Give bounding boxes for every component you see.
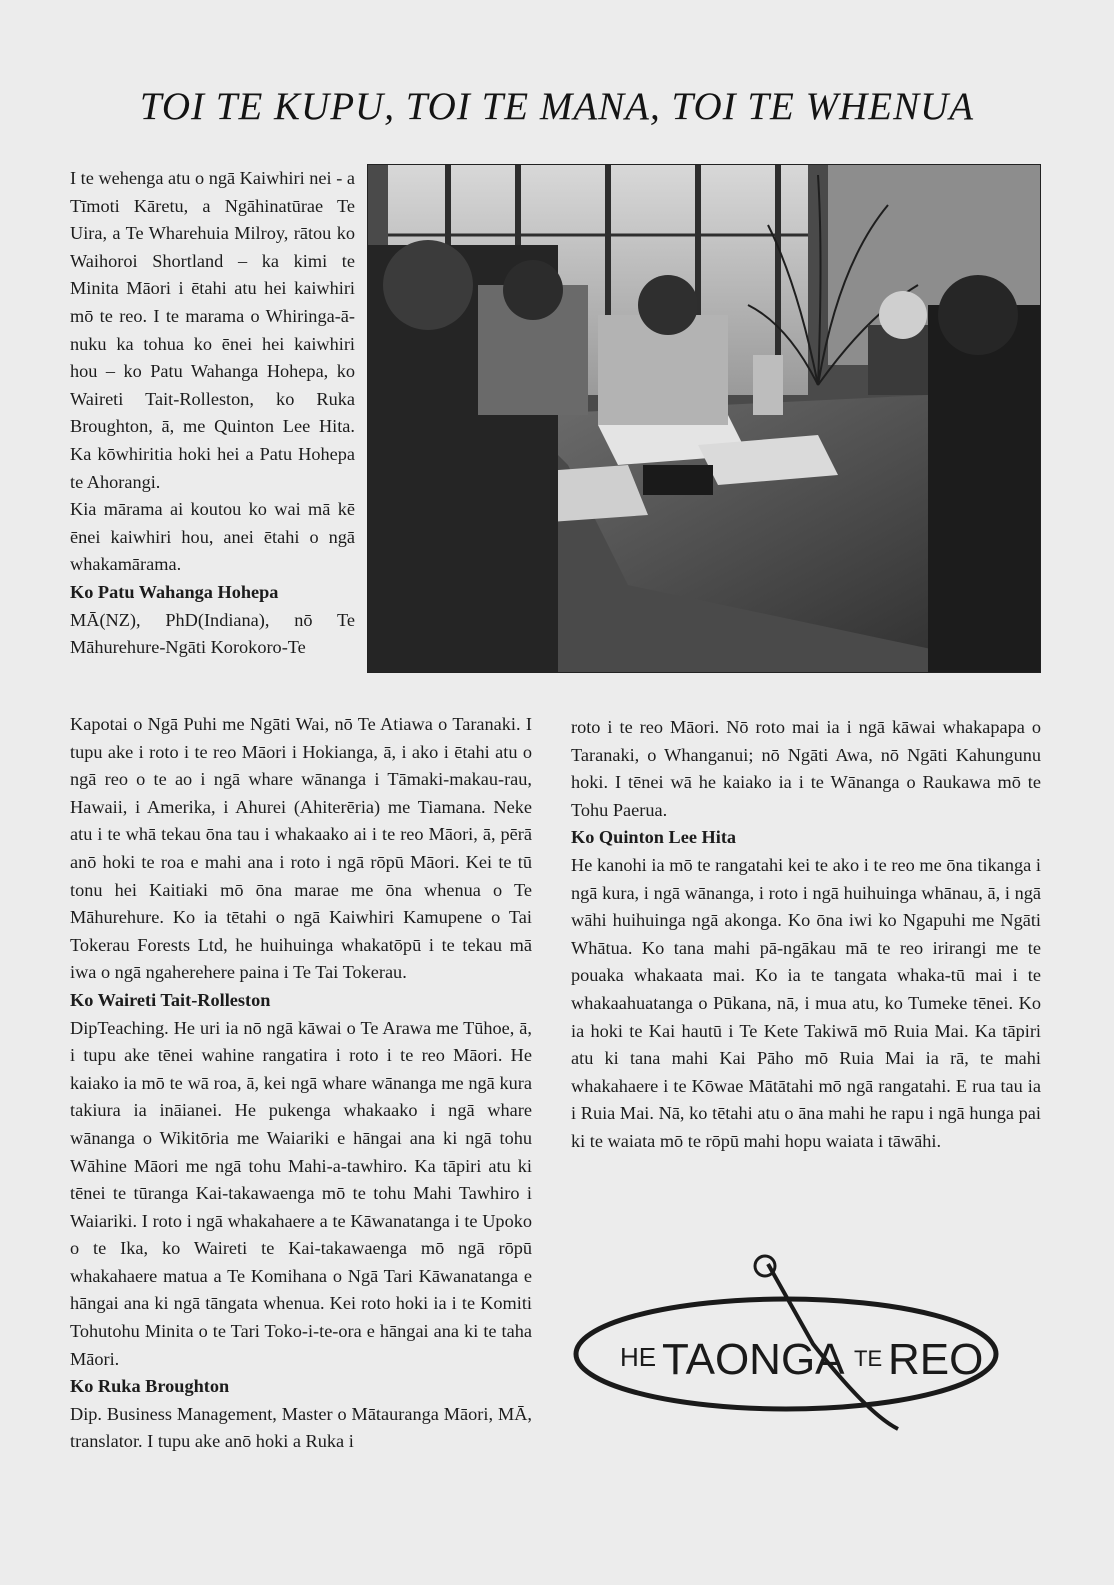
- intro-paragraph-2: Kia mārama ai koutou ko wai mā kē ēnei kaiwhiri hou, anei ētahi o ngā whakamārama.: [70, 499, 355, 575]
- quinton-body: He kanohi ia mō te rangatahi kei te ako i te reo me ōna tikanga i ngā kura, i ngā wānanga, i roto i ngā huihuinga whānau, ā, i ngā wāhi huihuinga ngā akonga. Ko ōna iwi ko Ngapuhi me Ngāti Whātua. Ko tana mahi pā-ngākau mā te reo irirangi me te pouaka whakaata mai. Ko ia te tangata whaka-tū mai i te whakaahuatanga o Pūkana, nā, i mua atu, ko Tumeke tēnei. Ko ia hoki te Kai hautū i Te Kete Takiwā mō Ruia Mai. Ka tāpiri atu ki tana mahi Kai Pāho mō Ruia Mai ia rā, te mahi whakahaere i te Kōwae Mātātahi mō ngā rangatahi. E rua tau ia i Ruia Mai. Nā, ko tētahi atu o āna mahi he rapu i ngā hunga pai ki te waiata mō te rōpū mahi hopu waiata i tāwāhi.: [571, 854, 1041, 1151]
- logo-he: HE: [620, 1342, 657, 1372]
- logo-taonga: TAONGA: [662, 1335, 845, 1384]
- ruka-body-continued: roto i te reo Māori. Nō roto mai ia i ngā kāwai whakapapa o Taranaki, o Whanganui; nō Ngāti Awa, nō Ngāti Kahungunu hoki. I tēnei wā he kaiako ia i te Wānanga o Raukawa mō te Tohu Paerua.: [571, 717, 1041, 820]
- he-taonga-te-reo-logo: [568, 1254, 1008, 1434]
- intro-paragraph: I te wehenga atu o ngā Kaiwhiri nei - a Tīmoti Kāretu, a Ngāhinatūrae Te Uira, a Te Wharehuia Milroy, rātou ko Waihoroi Shortland – ka kimi te Minita Māori i ētahi atu hei kaiwhiri mō te reo. I te marama o Whiringa-ā-nuku ka tohua ko ēnei hei kaiwhiri hou – ko Patu Wahanga Hohepa, ko Waireti Tait-Rolleston, ko Ruka Broughton, ā, me Quinton Lee Hita. Ka kōwhiritia hoki hei a Patu Hohepa te Ahorangi.: [70, 168, 355, 492]
- intro-column: [70, 165, 355, 662]
- logo-te: TE: [854, 1346, 883, 1371]
- right-column: [571, 714, 1041, 1156]
- quinton-heading: Ko Quinton Lee Hita: [571, 827, 737, 848]
- waireti-heading: Ko Waireti Tait-Rolleston: [70, 989, 271, 1010]
- patu-credentials: MĀ(NZ), PhD(Indiana), nō Te Māhurehure-Ngāti Korokoro-Te: [70, 609, 355, 658]
- waireti-body: DipTeaching. He uri ia nō ngā kāwai o Te Arawa me Tūhoe, ā, i tupu ake tēnei wahine rangatira i roto i te reo Māori. He kaiako ia mō te wā roa, ā, kei ngā whare wānanga me ngā kura takiura ia ināianei. He pukenga whakaako i ngā whare wānanga o Wikitōria me Waiariki e hāngai ana ki ngā tohu Wāhine Māori me ngā tohu Mahi-a-tawhiro. Ka tāpiri atu ki tēnei te tūranga Kai-takawaenga mō te tohu Mahi Tawhiro i Waiariki. I roto i ngā whakahaere a te Kāwanatanga i te Upoko o te Ika, ko Waireti te Kai-takawaenga mō ngā rōpū whakahaere matua a Te Komihana o Ngā Tari Kāwanatanga e hāngai ana ki ngā tāngata whenua. Kei roto hoki ia i te Komiti Tohutohu Minita o te Tari Toko-i-te-ora e hāngai ana ki te taha Māori.: [70, 1017, 532, 1369]
- ruka-heading: Ko Ruka Broughton: [70, 1376, 230, 1397]
- ruka-body: Dip. Business Management, Master o Mātauranga Māori, MĀ, translator. I tupu ake anō hoki a Ruka i: [70, 1403, 532, 1452]
- taiaha-tip-icon: [755, 1256, 775, 1276]
- patu-heading: Ko Patu Wahanga Hohepa: [70, 581, 279, 602]
- logo-reo: REO: [888, 1335, 984, 1384]
- meeting-photo: [367, 164, 1041, 673]
- left-column: [70, 711, 532, 1456]
- page-title: TOI TE KUPU, TOI TE MANA, TOI TE WHENUA: [139, 85, 975, 129]
- patu-body: Kapotai o Ngā Puhi me Ngāti Wai, nō Te Atiawa o Taranaki. I tupu ake i roto i te reo Māori i Hokianga, ā, i ako i ētahi atu o ngā reo o te ao i ngā whare wānanga i Tāmaki-makau-rau, Hawaii, i Amerika, i Ahurei (Ahiterēria) me Tiamana. Neke atu i te whā tekau ōna tau i whakaako ai i te reo Māori, ā, pērā anō hoki te roa e mahi ana i roto i ngā rōpū Māori. Kei te tū tonu hei Kaitiaki mō ōna marae me ōna whenua o Te Māhurehure. Ko ia tētahi o ngā Kaiwhiri Kamupene o Tai Tokerau Forests Ltd, he huihuinga whakatōpū i te tekau mā iwa o ngā ngaherehere paina i Te Tai Tokerau.: [70, 714, 532, 983]
